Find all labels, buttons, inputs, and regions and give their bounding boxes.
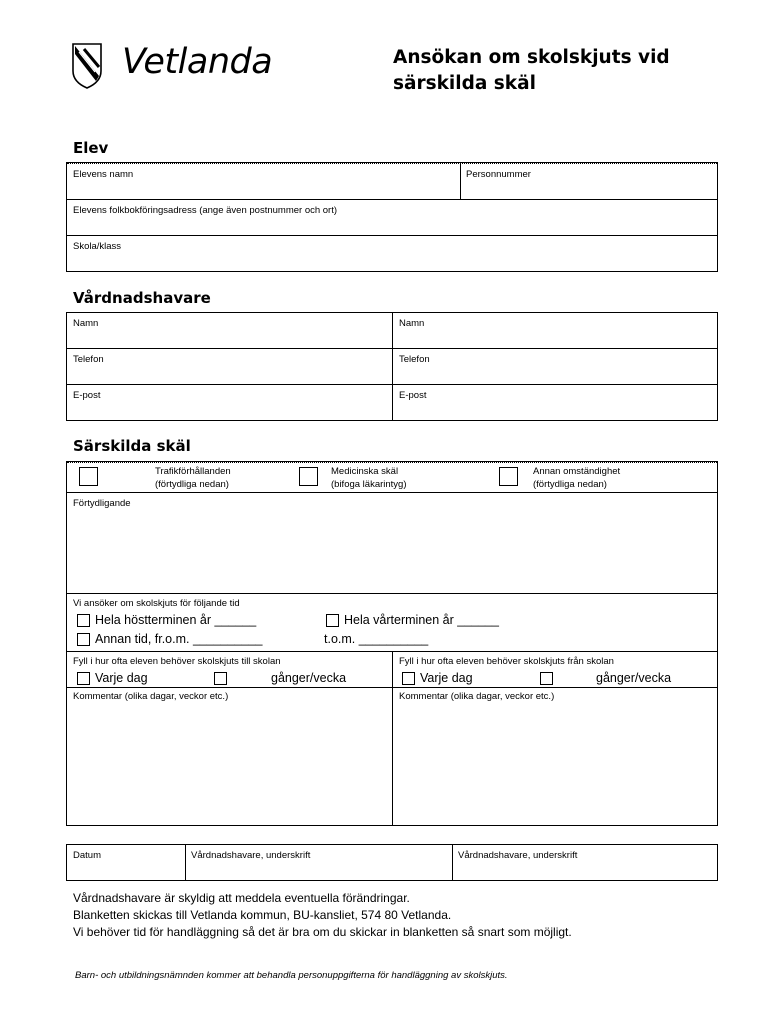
medical-label: Medicinska skäl (bifoga läkarintyg) — [331, 466, 407, 490]
guardian2-signature-field[interactable]: Vårdnadshavare, underskrift — [458, 850, 578, 861]
from-school-comment-field[interactable]: Kommentar (olika dagar, veckor etc.) — [399, 691, 555, 702]
from-school-daily-label: Varje dag — [420, 671, 473, 685]
guardian1-name-field[interactable]: Namn — [73, 318, 99, 329]
from-school-label: Fyll i hur ofta eleven behöver skolskjuts från skolan — [399, 656, 614, 667]
guardian2-name-field[interactable]: Namn — [399, 318, 425, 329]
footer-notes — [73, 890, 572, 941]
footer-line-1: Vårdnadshavare är skyldig att meddela eventuella förändringar. — [73, 891, 410, 905]
other-period-from-label: Annan tid, fr.o.m. __________ — [95, 632, 263, 646]
signature-table — [66, 844, 718, 881]
other-period-checkbox[interactable] — [77, 633, 90, 646]
school-class-field[interactable]: Skola/klass — [73, 241, 122, 252]
guardian2-email-field[interactable]: E-post — [399, 390, 427, 401]
to-school-daily-label: Varje dag — [95, 671, 148, 685]
title-line-2: särskilda skäl — [393, 73, 536, 94]
traffic-checkbox[interactable] — [79, 467, 98, 486]
autumn-term-label: Hela höstterminen år ______ — [95, 613, 257, 627]
period-label: Vi ansöker om skolskjuts för följande tid — [73, 598, 240, 609]
to-school-times-checkbox[interactable] — [214, 672, 227, 685]
section-heading-reasons: Särskilda skäl — [73, 437, 191, 455]
autumn-term-checkbox[interactable] — [77, 614, 90, 627]
title-line-1: Ansökan om skolskjuts vid — [393, 47, 670, 68]
to-school-label: Fyll i hur ofta eleven behöver skolskjuts till skolan — [73, 656, 281, 667]
medical-checkbox[interactable] — [299, 467, 318, 486]
elev-table — [66, 162, 718, 272]
guardian1-phone-field[interactable]: Telefon — [73, 354, 104, 365]
footer-line-2: Blanketten skickas till Vetlanda kommun, BU-kansliet, 574 80 Vetlanda. — [73, 908, 452, 922]
personal-number-field[interactable]: Personnummer — [466, 169, 531, 180]
spring-term-checkbox[interactable] — [326, 614, 339, 627]
from-school-daily-checkbox[interactable] — [402, 672, 415, 685]
page-title — [393, 45, 670, 97]
footer-line-3: Vi behöver tid för handläggning så det är bra om du skickar in blanketten så snart som möjligt. — [73, 925, 572, 939]
other-circumstance-label: Annan omständighet (förtydliga nedan) — [533, 466, 621, 490]
section-heading-elev: Elev — [73, 139, 109, 157]
clarification-field[interactable]: Förtydligande — [73, 498, 131, 509]
address-field[interactable]: Elevens folkbokföringsadress (ange även postnummer och ort) — [73, 205, 338, 216]
section-heading-guardian: Vårdnadshavare — [73, 289, 211, 307]
from-school-times-checkbox[interactable] — [540, 672, 553, 685]
to-school-daily-checkbox[interactable] — [77, 672, 90, 685]
guardian1-signature-field[interactable]: Vårdnadshavare, underskrift — [191, 850, 311, 861]
from-school-times-label: gånger/vecka — [596, 671, 672, 685]
to-school-comment-field[interactable]: Kommentar (olika dagar, veckor etc.) — [73, 691, 229, 702]
traffic-label: Trafikförhållanden (förtydliga nedan) — [155, 466, 231, 490]
other-period-to-label: t.o.m. __________ — [324, 632, 429, 646]
guardian1-email-field[interactable]: E-post — [73, 390, 101, 401]
to-school-times-label: gånger/vecka — [271, 671, 347, 685]
student-name-field[interactable]: Elevens namn — [73, 169, 134, 180]
guardian-table — [66, 312, 718, 421]
date-field[interactable]: Datum — [73, 850, 101, 861]
privacy-note: Barn- och utbildningsnämnden kommer att behandla personuppgifterna för handläggning av skolskjuts. — [75, 970, 508, 981]
coat-of-arms-icon — [72, 43, 102, 89]
other-circumstance-checkbox[interactable] — [499, 467, 518, 486]
reasons-table — [66, 461, 718, 826]
spring-term-label: Hela vårterminen år ______ — [344, 613, 499, 627]
brand-name: Vetlanda — [122, 42, 273, 82]
guardian2-phone-field[interactable]: Telefon — [399, 354, 430, 365]
